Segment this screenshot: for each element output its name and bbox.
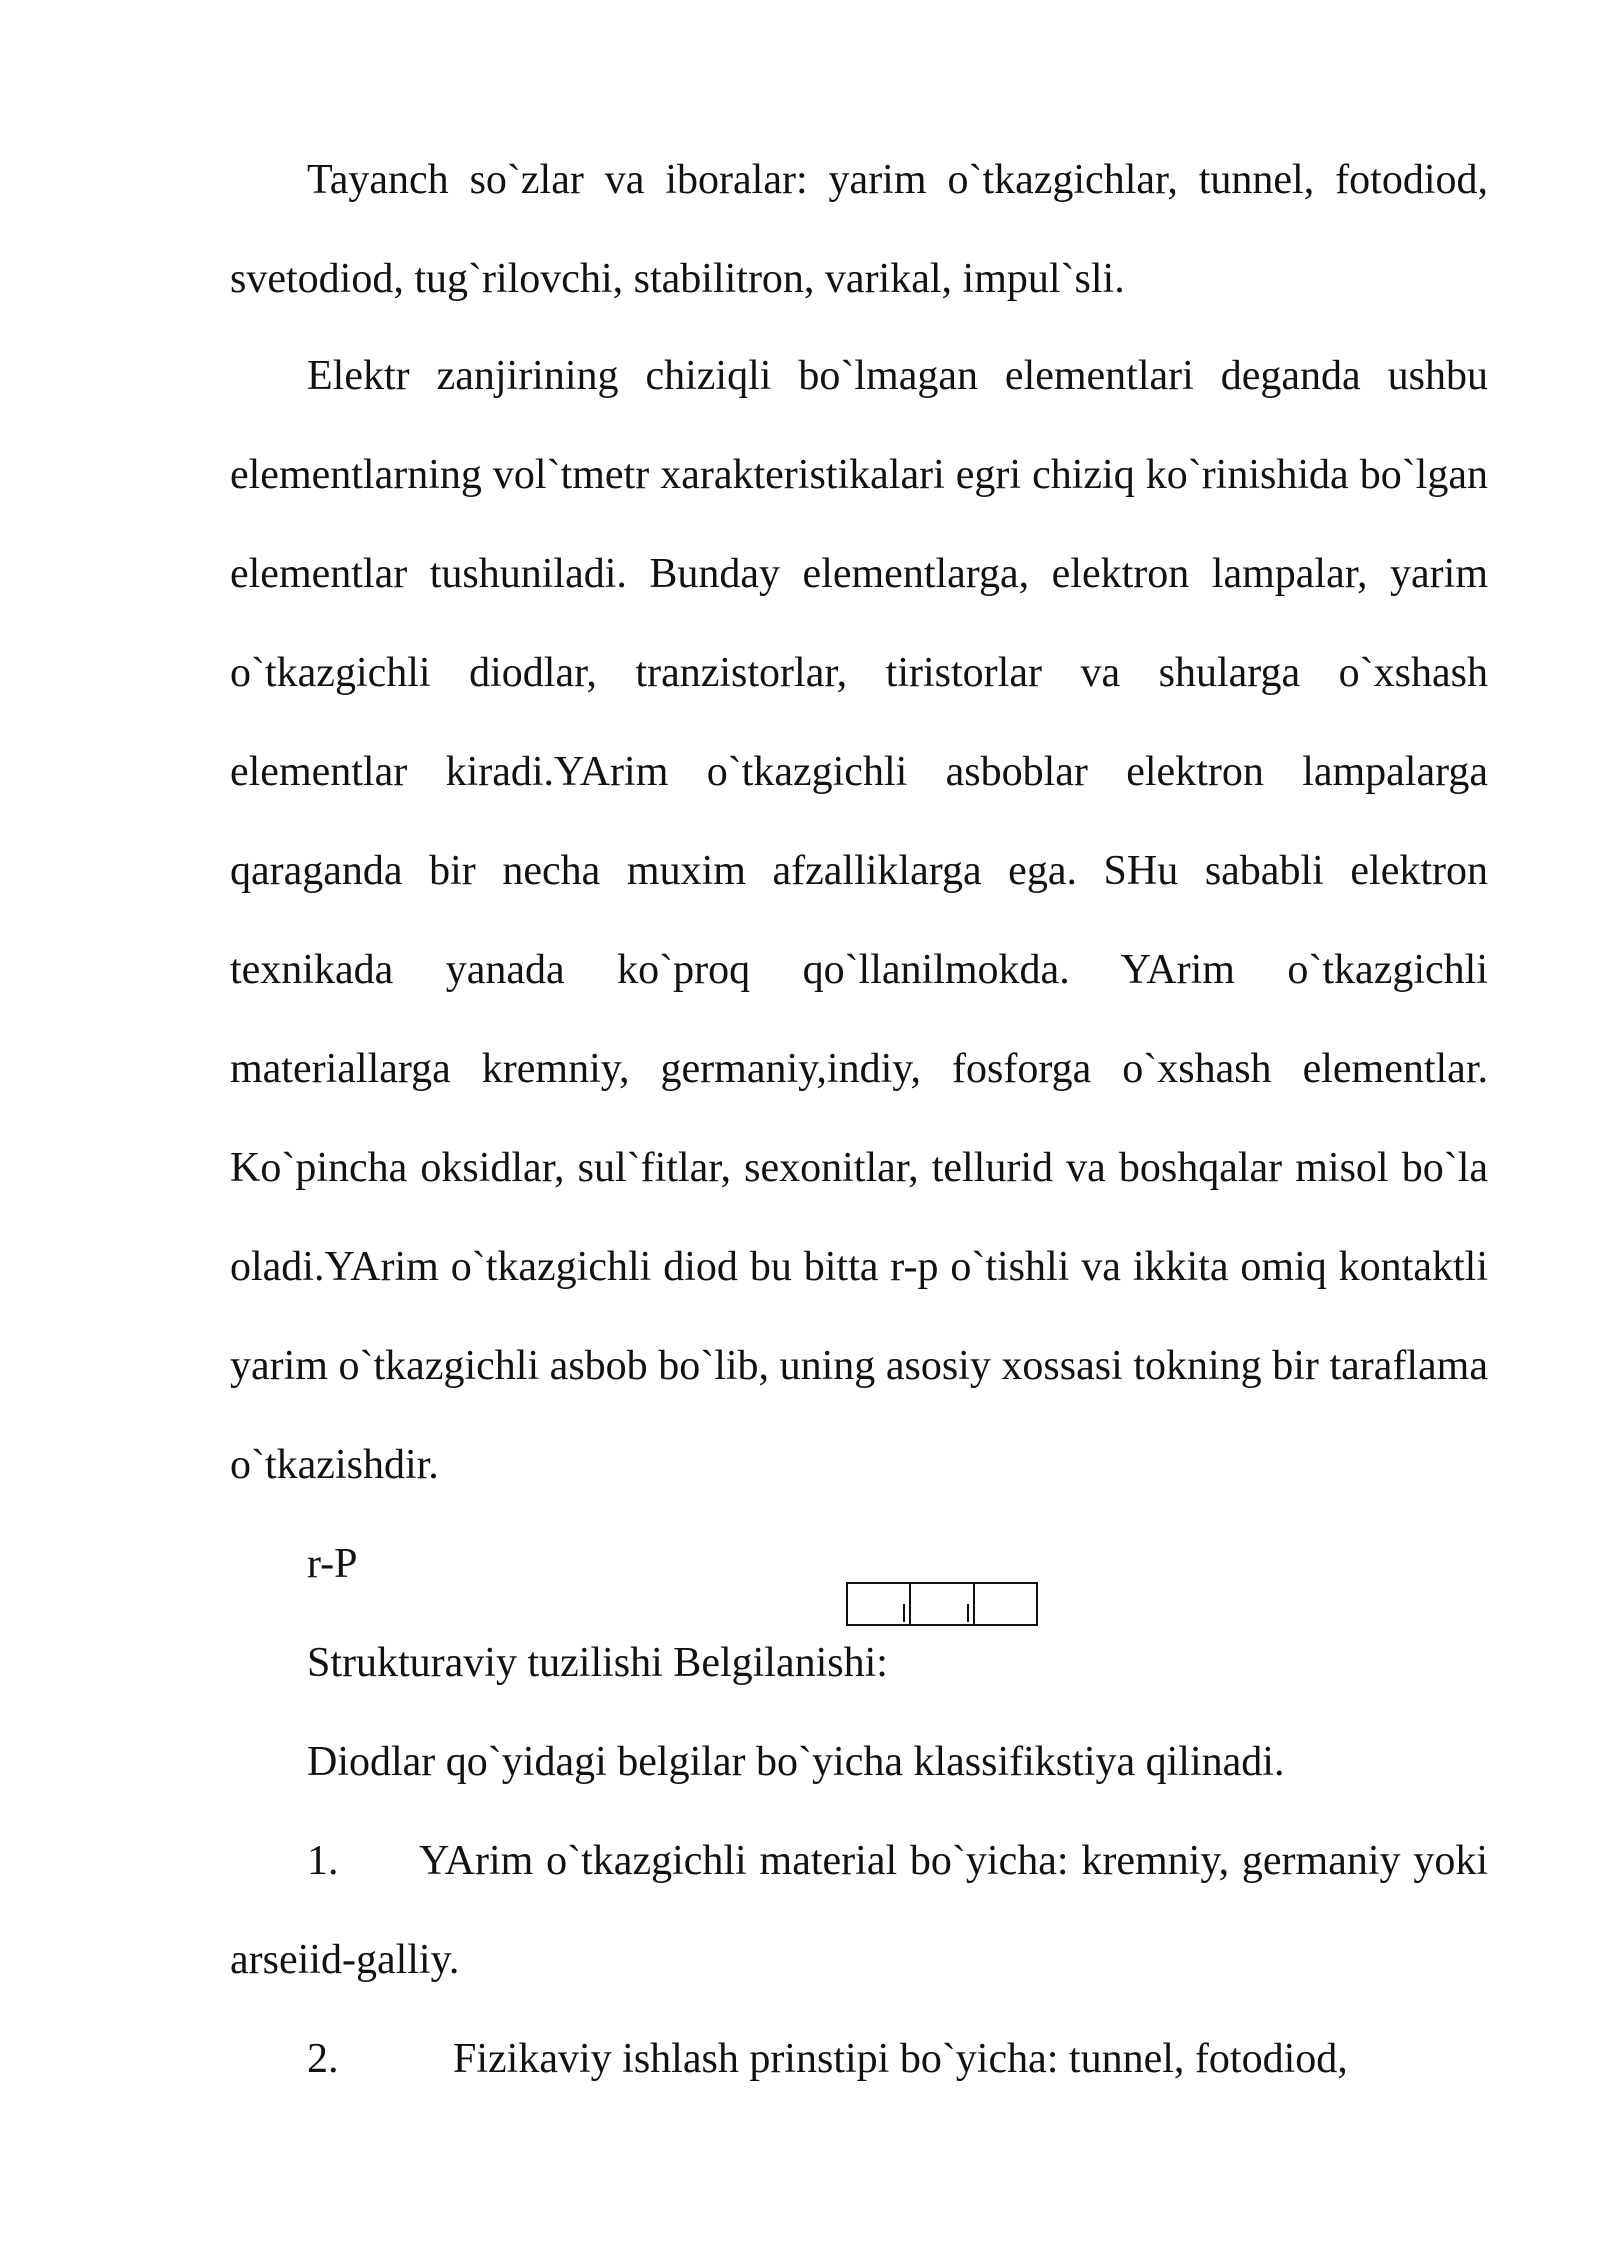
list-text: YArim o`tkazgichli material bo`yicha: kremniy, germaniy yoki arseiid-galliy. <box>230 1838 1488 1983</box>
list-number: 2. <box>307 2036 339 2082</box>
keywords-paragraph: Tayanch so`zlar va iboralar: yarim o`tkazgichlar, tunnel, fotodiod, svetodiod, tug`rilovchi, stabilitron, varikal, impul`sli. <box>230 157 1488 302</box>
diode-region-n <box>975 1584 1036 1624</box>
diode-region-junction <box>911 1584 974 1624</box>
list-item <box>230 2010 1488 2109</box>
list-text: Fizikaviy ishlash prinstipi bo`yicha: tunnel, fotodiod, <box>453 2036 1348 2082</box>
rp-label: r-P <box>307 1541 358 1587</box>
list-item <box>230 1812 1488 2010</box>
classification-line: Diodlar qo`yidagi belgilar bo`yicha klassifikstiya qilinadi. <box>307 1739 1285 1785</box>
intro-paragraph: Elektr zanjirining chiziqli bo`lmagan elementlari deganda ushbu elementlarning vol`tmetr xarakteristikalari egri chiziq ko`rinishida bo`lgan elementlar tushuniladi. Bunday elementlarga, elektron lampalar, yarim o`tkazgichli diodlar, tranzistorlar, tiristorlar va shularga o`xshash elementlar kiradi.YArim o`tkazgichli asboblar elektron lampalarga qaraganda bir necha muxim afzalliklarga ega. SHu sababli elektron texnikada yanada ko`proq qo`llanilmokda. YArim o`tkazgichli materiallarga kremniy, germaniy,indiy, fosforga o`xshash elementlar. Ko`pincha oksidlar, sul`fitlar, sexonitlar, tellurid va boshqalar misol bo`la oladi.YArim o`tkazgichli diod bu bitta r-p o`tishli va ikkita omiq kontaktli yarim o`tkazgichli asbob bo`lib, uning asosiy xossasi tokning bir taraflama o`tkazishdir. <box>230 353 1488 1488</box>
list-number: 1. <box>307 1838 339 1884</box>
structure-line: Strukturaviy tuzilishi Belgilanishi: <box>307 1640 888 1686</box>
